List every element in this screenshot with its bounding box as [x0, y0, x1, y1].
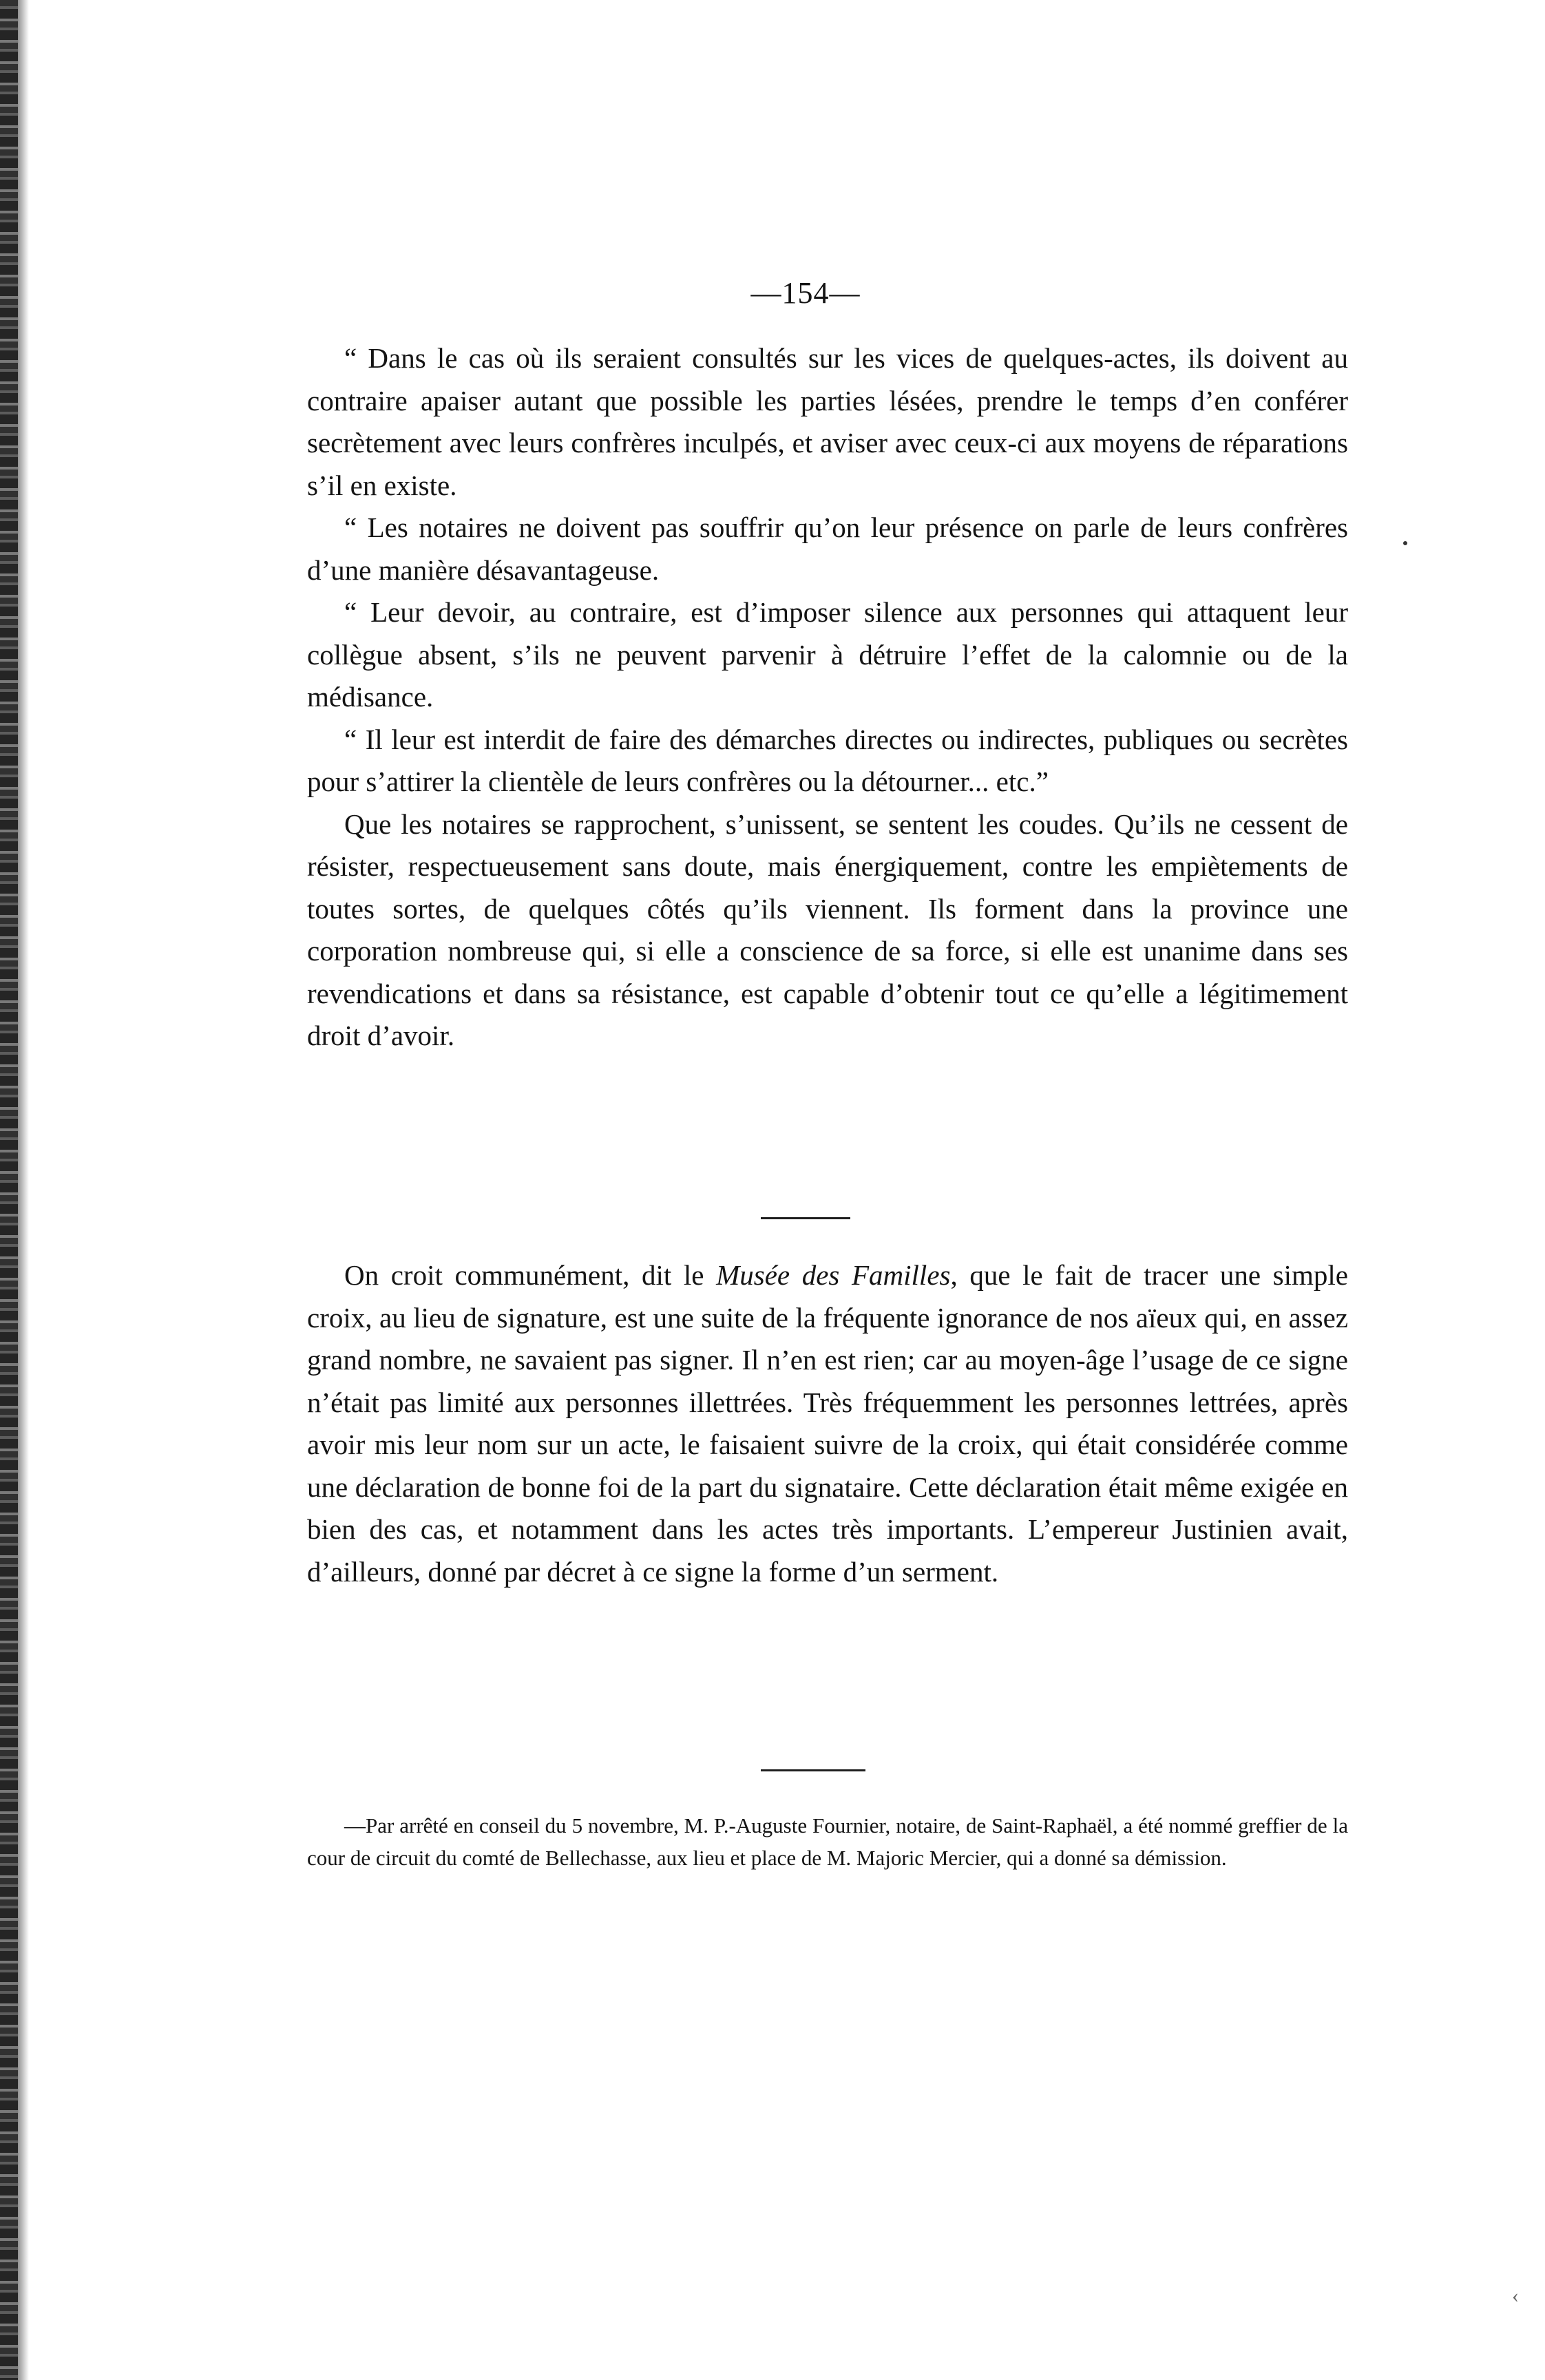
scan-speck [1403, 541, 1407, 545]
page-number: —154— [750, 276, 861, 310]
paragraph-quote-4: “ Il leur est interdit de faire des démarches directes ou indirectes, publiques ou secrètes pour s’attirer la clientèle de leurs confrères ou la détourner... etc.” [307, 723, 1348, 797]
main-text-block [307, 337, 1348, 1057]
paragraph-quote-2: “ Les notaires ne doivent pas souffrir qu’on leur présence on parle de leurs confrères d’une manière désavantageuse. [307, 512, 1348, 586]
paragraph-commentary: Que les notaires se rapprochent, s’unissent, se sentent les coudes. Qu’ils ne cessent de résister, respectueusement sans doute, mais énergiquement, contre les empiètements de toutes sortes, de quelques côtés qu’ils viennent. Ils forment dans la province une corporation nombreuse qui, si elle a conscience de sa force, si elle est unanime dans ses revendications et dans sa résistance, est capable d’obtenir tout ce qu’elle a légitimement droit d’avoir. [307, 808, 1348, 1051]
appointment-notice: —Par arrêté en conseil du 5 novembre, M. P.-Auguste Fournier, notaire, de Saint-Raphaël, a été nommé greffier de la cour de circuit du comté de Bellechasse, aux lieu et place de M. Majoric Mercier, qui a donné sa démission. [307, 1813, 1348, 1870]
article-body-text: , que le fait de tracer une simple croix, au lieu de signature, est une suite de la fréquente ignorance de nos aïeux qui, en assez grand nombre, ne savaient pas signer. Il n’en est rien; car au moyen-âge l’usage de ce signe n’était pas limité aux personnes illettrées. Très fréquemment les personnes lettrées, après avoir mis leur nom sur un acte, le faisaient suivre de la croix, qui était considérée comme une déclaration de bonne foi de la part du signataire. Cette déclaration était même exigée en bien des cas, et notamment dans les actes très importants. L’empereur Justinien avait, d’ailleurs, donné par décret à ce signe la forme d’un serment. [307, 1259, 1348, 1588]
paragraph-cross-signature [307, 1254, 1348, 1593]
paragraph-quote-3: “ Leur devoir, au contraire, est d’imposer silence aux personnes qui attaquent leur collègue absent, s’ils ne peuvent parvenir à détruire l’effet de la calomnie ou de la médisance. [307, 596, 1348, 713]
paragraph-quote-1: “ Dans le cas où ils seraient consultés sur les vices de quelques-actes, ils doivent au contraire apaiser autant que possible les parties lésées, prendre le temps d’en conférer secrètement avec leurs confrères inculpés, et aviser avec ceux-ci aux moyens de réparations s’il en existe. [307, 342, 1348, 501]
section-divider [761, 1217, 850, 1219]
scan-corner-mark: ‹ [1512, 2284, 1519, 2307]
binding-shadow [18, 0, 29, 2380]
scanned-binding-edge [0, 0, 18, 2380]
publication-title: Musée des Familles [716, 1259, 951, 1291]
article-lead-text: On croit communément, dit le [344, 1259, 717, 1291]
section-divider [761, 1769, 865, 1771]
cross-signature-article [307, 1254, 1348, 1593]
